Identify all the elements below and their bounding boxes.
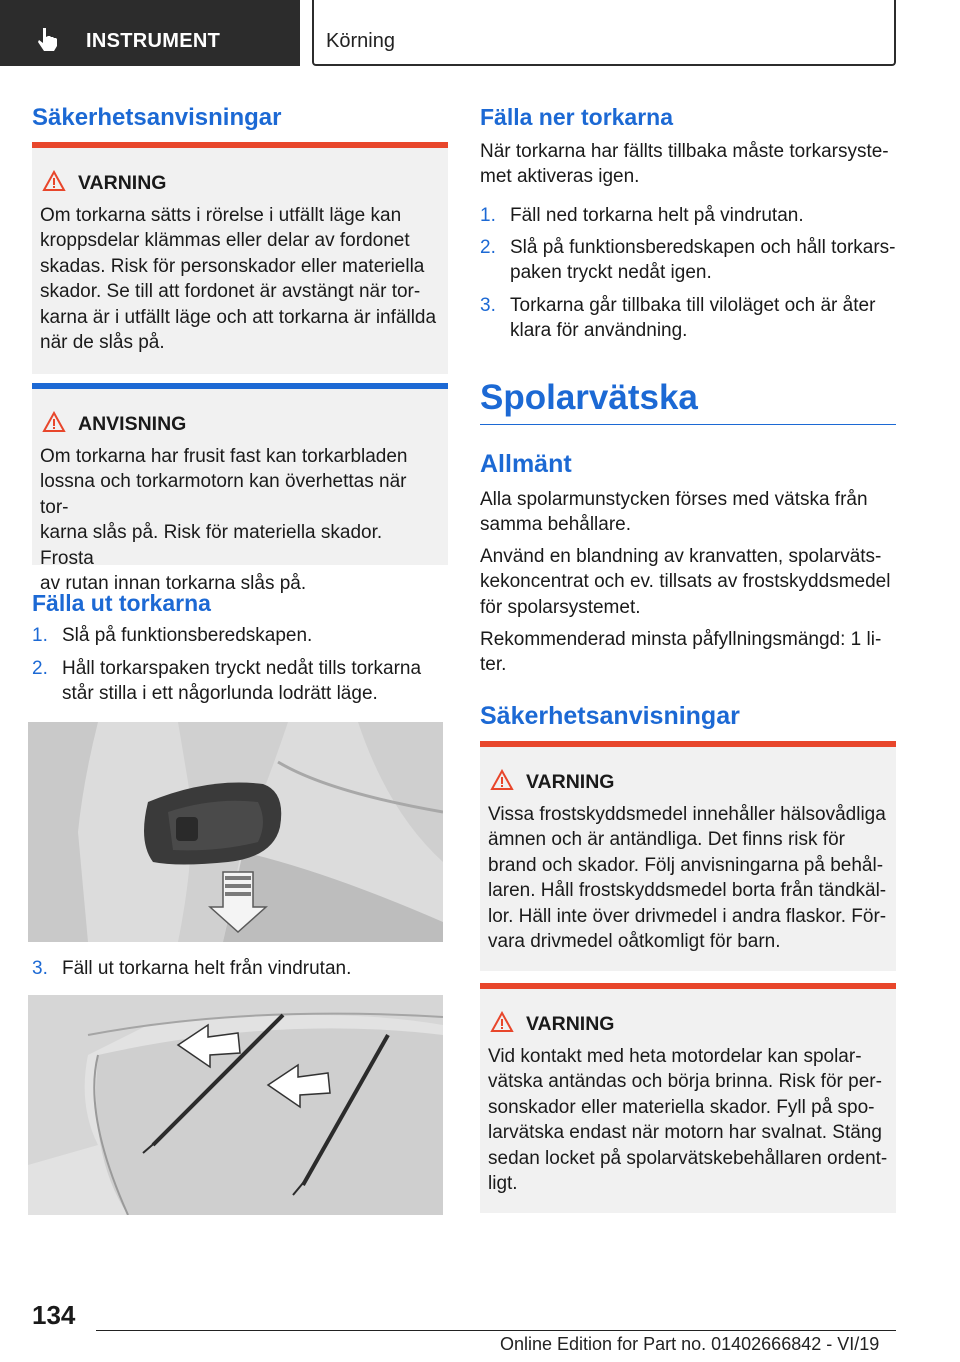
general-heading: Allmänt [480, 450, 572, 478]
warning-line: brand och skador. Följ anvisningarna på behål- [488, 854, 884, 876]
notice-line: Om torkarna har frusit fast kan torkarbladen [40, 446, 408, 467]
header-section-title: INSTRUMENT [86, 30, 221, 52]
footer-divider [96, 1330, 896, 1331]
list-text: Fäll ned torkarna helt på vindrutan. [510, 205, 804, 226]
warning-box-2 [480, 741, 896, 971]
warning-text [488, 802, 888, 954]
notice-text [40, 444, 440, 596]
list-line: Slå på funktionsberedskapen och håll torkars- [510, 237, 896, 258]
fold-out-heading: Fälla ut torkarna [32, 590, 211, 616]
page-number: 134 [32, 1300, 76, 1330]
warning-title: VARNING [78, 172, 167, 194]
warning-line: larvätska endast när motorn har svalnat. Stäng [488, 1122, 882, 1144]
warning-line: Vid kontakt med heta motordelar kan spolar- [488, 1046, 862, 1067]
list-number: 1. [480, 205, 496, 226]
general-paragraph-2 [480, 544, 900, 620]
warning-line: lor. Häll inte över drivmedel i andra flaskor. För- [488, 905, 887, 927]
warning-line: sedan locket på spolarvätskebehållaren ordent- [488, 1147, 888, 1169]
warning-line: vätska antändas och börja brinna. Risk för per- [488, 1071, 882, 1093]
warning-triangle-icon [42, 170, 66, 192]
warning-line: ligt. [488, 1173, 518, 1195]
list-number: 1. [32, 625, 48, 646]
header-chapter-tab [312, 0, 896, 66]
warning-text [40, 203, 440, 355]
warning-text [488, 1044, 888, 1196]
list-line: Håll torkarspaken tryckt nedåt tills torkarna [62, 658, 422, 679]
warning-bar [480, 741, 896, 747]
notice-title: ANVISNING [78, 413, 187, 435]
notice-line: lossna och torkarmotorn kan överhettas när tor- [40, 471, 407, 518]
general-paragraph-1 [480, 487, 896, 538]
list-line: står stilla i ett någorlunda lodrätt läge. [62, 683, 378, 705]
intro-line: När torkarna har fällts tillbaka måste torkarsyste- [480, 141, 889, 162]
warning-box-3 [480, 983, 896, 1213]
left-safety-heading: Säkerhetsanvisningar [32, 104, 282, 131]
warning-line: laren. Håll frostskyddsmedel borta från tändkäl- [488, 880, 887, 902]
warning-line: Om torkarna sätts i rörelse i utfällt läge kan [40, 205, 402, 226]
list-line: paken tryckt nedåt igen. [510, 262, 712, 284]
header-section-tab [0, 0, 300, 66]
notice-box-1 [32, 383, 448, 595]
list-text [510, 235, 896, 286]
para-line: ter. [480, 654, 507, 676]
warning-triangle-icon [42, 411, 66, 433]
list-number: 3. [32, 958, 48, 979]
warning-line: vara drivmedel oåtkomligt för barn. [488, 931, 781, 953]
right-safety-heading: Säkerhetsanvisningar [480, 702, 740, 730]
wiper-foldout-drawing [28, 995, 443, 1215]
list-item [480, 293, 896, 345]
hand-pointer-icon [34, 26, 60, 52]
warning-bar [480, 983, 896, 989]
warning-line: ämnen och är antändliga. Det finns risk för [488, 829, 845, 851]
warning-title: VARNING [526, 771, 615, 793]
header-chapter-title: Körning [326, 30, 395, 52]
list-text: Slå på funktionsberedskapen. [62, 625, 313, 646]
list-item [480, 235, 900, 287]
list-line: Torkarna går tillbaka till viloläget och är åter [510, 295, 876, 316]
fold-down-intro [480, 139, 896, 190]
list-text: Fäll ut torkarna helt från vindrutan. [62, 958, 352, 979]
para-line: Alla spolarmunstycken förses med vätska från [480, 489, 868, 510]
title-divider [480, 424, 896, 425]
warning-line: kroppsdelar klämmas eller delar av fordonet [40, 230, 410, 252]
notice-bar [32, 383, 448, 389]
list-text [62, 656, 421, 707]
intro-line: met aktiveras igen. [480, 166, 640, 188]
warning-line: skadas. Risk för personskador eller materiella [40, 255, 425, 277]
warning-line: sonskador eller materiella skador. Fyll på spo- [488, 1096, 875, 1118]
edition-note: Online Edition for Part no. 01402666842 - VI/19 [500, 1334, 880, 1354]
washer-fluid-title: Spolarvätska [480, 378, 698, 417]
wiper-foldout-illustration [28, 995, 443, 1215]
warning-triangle-icon [490, 1011, 514, 1033]
fold-down-heading: Fälla ner torkarna [480, 104, 674, 130]
list-line: klara för användning. [510, 320, 688, 342]
para-line: samma behållare. [480, 514, 632, 536]
list-number: 3. [480, 295, 496, 316]
warning-box-1 [32, 142, 448, 374]
notice-line: karna slås på. Risk för materiella skador. Frosta [40, 522, 383, 569]
warning-line: Vissa frostskyddsmedel innehåller hälsovådliga [488, 804, 886, 825]
wiper-lever-drawing [28, 722, 443, 942]
list-text [510, 293, 875, 344]
list-number: 2. [480, 237, 496, 258]
warning-line: när de slås på. [40, 332, 165, 354]
para-line: Använd en blandning av kranvatten, spolarväts- [480, 546, 882, 567]
para-line: kekoncentrat och ev. tillsats av frostskyddsmedel [480, 571, 891, 593]
para-line: Rekommenderad minsta påfyllningsmängd: 1 li- [480, 629, 882, 650]
wiper-lever-illustration [28, 722, 443, 942]
warning-line: skador. Se till att fordonet är avstängt när tor- [40, 281, 421, 303]
general-paragraph-3 [480, 627, 896, 678]
list-item [32, 656, 448, 708]
notice-line: av rutan innan torkarna slås på. [40, 573, 307, 595]
warning-title: VARNING [526, 1013, 615, 1035]
warning-line: karna är i utfällt läge och att torkarna är infällda [40, 306, 437, 328]
list-number: 2. [32, 658, 48, 679]
warning-triangle-icon [490, 769, 514, 791]
para-line: för spolarsystemet. [480, 596, 641, 618]
warning-bar [32, 142, 448, 148]
